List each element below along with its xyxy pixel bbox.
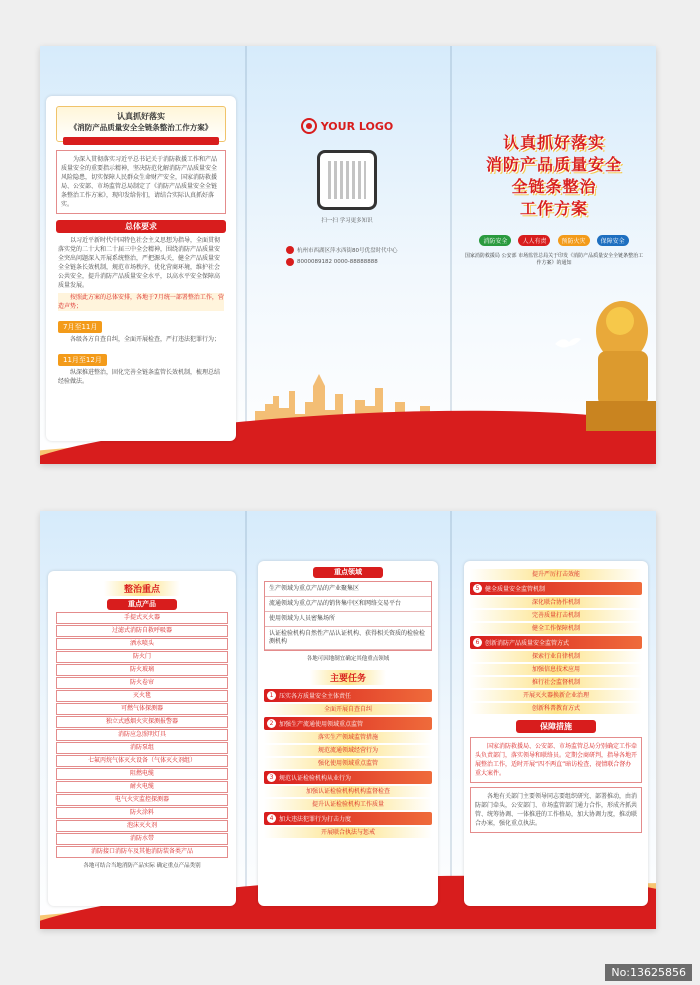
areas-list xyxy=(264,581,432,651)
logo-icon xyxy=(301,118,317,134)
address-text: 杭州市西湖区萍水西街80号优盘时代中心 xyxy=(297,248,398,254)
brochure-front xyxy=(40,46,656,464)
cover-title-3: 全链条整治 xyxy=(511,177,597,196)
product-item: 可燃气体探测器 xyxy=(56,703,228,715)
product-item: 耐火电缆 xyxy=(56,781,228,793)
section-head: 健全质量安全监管机制 xyxy=(485,586,546,593)
task-number: 1 xyxy=(267,691,276,700)
section-text: 以习近平新时代中国特色社会主义思想为指导，全面贯彻落实党的二十大和二十届三中全会精神，围绕消防产品质量安全突出问题深入开展系统整治，严把源头关，健全产品质量安全全链条长效机制，规范市场秩序，优化营商环境，维护社会公共安全，提升消防产品质量安全水平，以高水平安全保障高质量发展。 xyxy=(58,237,221,289)
arrange-text: 按照此方案的总体安排，各地于7月统一部署整治工作，营造声势； xyxy=(58,294,224,310)
task-head: 加强生产流通使用领域重点监管 xyxy=(279,721,364,728)
section-sub-item: 探索行业自律机制 xyxy=(470,651,642,662)
product-item: 防火涂料 xyxy=(56,807,228,819)
product-item: 灭火毯 xyxy=(56,690,228,702)
product-list xyxy=(56,612,228,858)
area-item: 生产领域为重点产品的产业聚集区 xyxy=(265,582,431,597)
logo-text: YOUR LOGO xyxy=(320,119,394,133)
section-head-row xyxy=(470,582,642,595)
task-sub-item: 强化使用领域重点监管 xyxy=(264,758,432,769)
panel4-footer: 各地可结合当地消防产品实际 确定重点产品类别 xyxy=(83,863,201,869)
area-item: 使用领域为人员密集场所 xyxy=(265,612,431,627)
guarantee-text-1: 国家消防救援局、公安部、市场监管总局分别确定工作牵头负责部门，落实领导和联络员。定期会商研判，指导各地开展整治工作，适时开展“四不两直”暗访检查，视情联合督办重大案件。 xyxy=(470,737,642,783)
product-item: 泡沫灭火剂 xyxy=(56,820,228,832)
task-head-row xyxy=(264,771,432,784)
areas-note: 各地可因地制宜确定其他重点领域 xyxy=(306,656,390,662)
section-sub-item: 创新科普教育方式 xyxy=(470,703,642,714)
section-head: 创新消防产品质量安全监管方式 xyxy=(485,640,570,647)
task-head-row xyxy=(264,812,432,825)
section-head-row xyxy=(470,636,642,649)
card-heading xyxy=(56,106,226,142)
image-id-watermark: No:13625856 xyxy=(605,964,692,981)
tasks-title: 主要任务 xyxy=(310,670,386,685)
task-number: 2 xyxy=(267,719,276,728)
panel-guarantee xyxy=(464,561,648,906)
panel-focus-products xyxy=(48,571,236,906)
task-head-row xyxy=(264,689,432,702)
section5-block xyxy=(470,582,642,634)
card-title-line2: 《消防产品质量安全全链条整治工作方案》 xyxy=(69,123,213,132)
cover-title-2: 消防产品质量安全 xyxy=(485,155,622,174)
section-sub-item: 深化联合协作机制 xyxy=(470,597,642,608)
product-item: 手提式灭火器 xyxy=(56,612,228,624)
section-sub-item: 健全工作保障机制 xyxy=(470,623,642,634)
section-sub-item: 完善质量打击机制 xyxy=(470,610,642,621)
brochure-back xyxy=(40,511,656,929)
task-head: 规范认证检验机构从业行为 xyxy=(279,775,352,782)
guarantee-title: 保障措施 xyxy=(516,720,596,733)
product-item: 洒水喷头 xyxy=(56,638,228,650)
product-item: 七氟丙烷气体灭火设备（气体灭火剂组） xyxy=(56,755,228,767)
section-sub-item: 开展灭火器换新企业治理 xyxy=(470,690,642,701)
phone-text: 8000089182 0000-88888888 xyxy=(297,259,378,265)
product-item: 阻燃电缆 xyxy=(56,768,228,780)
panel-cover xyxy=(454,132,654,267)
period1-text: 各级各方自查自纠，全面开展检查，严打违法犯罪行为； xyxy=(70,336,221,343)
intro-text: 为深入贯彻落实习近平总书记关于消防救援工作和产品质量安全的重要指示精神，坚决防范化解消防产品质量安全风险隐患，切实保障人民群众生命财产安全，国家消防救援局、公安部、市场监管总局制定了《消防产品质量安全全链条整治工作方案》，现印发给你们，请结合实际认真抓好落实。 xyxy=(56,150,226,214)
heading-bar xyxy=(63,137,219,145)
product-item: 防火门 xyxy=(56,651,228,663)
tag-2: 人人有责 xyxy=(518,235,550,246)
phone-icon xyxy=(286,258,294,266)
task-sub-item: 提升认证检验机构工作质量 xyxy=(264,799,432,810)
panel-overview xyxy=(46,96,236,441)
tag-4: 保障安全 xyxy=(597,235,629,246)
location-icon xyxy=(286,246,294,254)
product-item: 消防水带 xyxy=(56,833,228,845)
guarantee-text-2: 各地有关部门主要领导同志要组织研究、部署推动，由消防部门牵头，公安部门、市场监管部门通力合作，形成齐抓共管、统筹协调、一体推进的工作格局，加大协调力度，推动联合办案，强化重点执法。 xyxy=(470,787,642,833)
section-sub-item: 加强信息技术应用 xyxy=(470,664,642,675)
period1-tag: 7月至11月 xyxy=(58,321,102,333)
period2-tag: 11月至12月 xyxy=(58,354,107,366)
section-number: 6 xyxy=(473,638,482,647)
cover-note: 国家消防救援局 公安部 市场监管总局关于印发《消防产品质量安全全链条整治工作方案》的通知 xyxy=(464,253,644,266)
period2-text: 纵深推进整治，固化完善全链条监管长效机制，梳理总结经验做法。 xyxy=(58,369,221,385)
task-head: 加大违法犯罪行为打击力度 xyxy=(279,816,352,823)
golden-lion-image xyxy=(580,281,656,431)
product-item: 独立式感烟火灾探测报警器 xyxy=(56,716,228,728)
product-item: 消防接口消防车及其他消防装备类产品 xyxy=(56,846,228,858)
product-item: 防火玻璃 xyxy=(56,664,228,676)
task-sub-item: 全面开展自查自纠 xyxy=(264,704,432,715)
task-number: 4 xyxy=(267,814,276,823)
panel-focus-areas xyxy=(258,561,438,906)
pre-item: 提升严厉打击效能 xyxy=(470,569,642,580)
product-item: 过滤式消防自救呼吸器 xyxy=(56,625,228,637)
task-sub-item: 开展联合执法与惩戒 xyxy=(264,827,432,838)
qr-caption: 扫一扫 学习更多知识 xyxy=(321,218,373,224)
section6-block xyxy=(470,636,642,714)
task-number: 3 xyxy=(267,773,276,782)
product-item: 电气火灾监控探测器 xyxy=(56,794,228,806)
task-sub-item: 落实生产领域监管措施 xyxy=(264,732,432,743)
task-head-row xyxy=(264,717,432,730)
area-item: 流通领域为重点产品的销售集中区和网络交易平台 xyxy=(265,597,431,612)
section-sub-item: 推行社会监督机制 xyxy=(470,677,642,688)
dove-icon xyxy=(555,336,581,352)
task-sub-item: 规范流通领域经营行为 xyxy=(264,745,432,756)
tag-3: 预防火灾 xyxy=(558,235,590,246)
cover-title-4: 工作方案 xyxy=(519,199,588,218)
areas-title: 重点领域 xyxy=(313,567,383,578)
task-head: 压实各方质量安全主体责任 xyxy=(279,693,352,700)
product-item: 消防应急照明灯具 xyxy=(56,729,228,741)
product-item: 防火卷帘 xyxy=(56,677,228,689)
task-sub-item: 加强认证检验机构机构监督检查 xyxy=(264,786,432,797)
logo-block xyxy=(272,118,422,134)
qr-code xyxy=(317,150,377,210)
area-item: 认证检验机构自然性产品认证机构、获得相关资质的检验检测机构 xyxy=(265,627,431,650)
product-item: 消防泵组 xyxy=(56,742,228,754)
tasks-list xyxy=(264,689,432,838)
panel-contact xyxy=(272,118,422,266)
cover-title-1: 认真抓好落实 xyxy=(502,133,605,152)
section-title: 总体要求 xyxy=(56,220,226,233)
panel4-title: 整治重点 xyxy=(104,581,180,596)
panel4-subtitle: 重点产品 xyxy=(107,599,177,610)
card-title-line1: 认真抓好落实 xyxy=(117,112,165,121)
tag-1: 消防安全 xyxy=(479,235,511,246)
section-number: 5 xyxy=(473,584,482,593)
cover-tags xyxy=(454,228,654,247)
